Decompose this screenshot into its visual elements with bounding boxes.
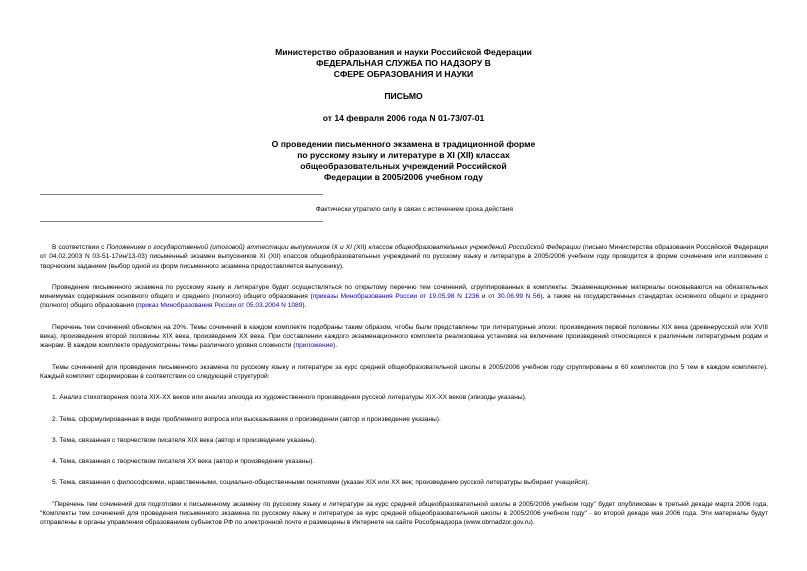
p2-text-c: ), а также на государственных стандартах основного общего и среднего (полного) общего образования ( [40, 293, 768, 310]
list-item-5: 5. Тема, связанная с философскими, нравственными, социально-общественными понятиями (указан XIX или XX век; произведение русской литературы выбирает учащийся). [52, 479, 590, 487]
paragraph-1 [40, 243, 768, 271]
service-name-line2: СФЕРЕ ОБРАЗОВАНИЯ И НАУКИ [333, 69, 474, 79]
order-link-1089[interactable]: приказ Минобразования России от 05.03.2004 N 1089 [137, 302, 303, 310]
document-type: ПИСЬМО [384, 91, 423, 101]
order-link-56[interactable]: от 30.06.99 N 56 [488, 293, 541, 301]
list-item-3: 3. Тема, связанная с творчеством писателя XIX века (автор и произведение указаны). [52, 436, 317, 444]
p1-text-a: В соответствии с [52, 244, 107, 251]
paragraph-4: Темы сочинений для проведения письменного экзамена по русскому языку и литературе за курс средней общеобразовательной школы в 2005/2006 учебном году сгруппированы в 60 комплектов (по 5 тем в каждом комплекте). Каждый комплект сформирован в соответствии со следующей структурой: [40, 363, 768, 380]
list-item-4: 4. Тема, связанная с творчеством писателя XX века (автор и произведение указаны). [52, 458, 315, 466]
title-line2: по русскому языку и литературе в XI (XII) классах [297, 150, 510, 160]
p2-text-a: Проведение письменного экзамена по русскому языку и литературе будет осуществляться по открытому перечню тем сочинений, сгруппированных в комплекты. Экзаменационные материалы основываются на обязательных минимумах содержания основного общего и среднего (полного) общего образования ( [40, 283, 768, 301]
divider-top [40, 194, 323, 195]
p2-text-d: ). [302, 302, 307, 310]
paragraph-5: "Перечень тем сочинений для подготовки к письменному экзамену по русскому языку и литературе за курс средней общеобразовательной школы в 2005/2006 учебном году" будет опубликован в третьей декаде марта 2006 года, "Комплекты тем сочинений для проведения письменного экзамена по русскому языку и литературе за курс средней общеобразовательной школы в 2005/2006 учебном году" - во второй декаде мая 2006 года. Эти материалы будут отправлены в органы управления образованием субъектов РФ по электронной почте и размещены в Интернете на сайте Рособрнадзора (www.obrnadzor.gov.ru). [40, 500, 768, 527]
document-title [0, 139, 807, 183]
title-line3: общеобразовательных учреждений Российской [300, 161, 507, 171]
list-item-1: 1. Анализ стихотворения поэта XIX-XX веков или анализ эпизода из художественного произведения русской литературы XIX-XX веков (эпизоды указаны). [52, 394, 527, 402]
status-note: Фактически утратило силу в связи с истечением срока действия [315, 206, 513, 213]
paragraph-3 [40, 323, 768, 351]
title-line1: О проведении письменного экзамена в традиционной форме [271, 139, 536, 149]
appendix-link[interactable]: приложение [295, 342, 334, 350]
p3-text-a: Перечень тем сочинений обновлен на 20%. Темы сочинений в каждом комплекте подобраны таким образом, чтобы были представлены три литературные эпохи: произведения первой половины XIX века (древнерусской или XVIII века), произведения второй половины XIX века, произведения XX века. При составлении каждого экзаменационного комплекта реализована установка на включение произведений относящихся к различным литературным родам и жанрам. В каждом комплекте предусмотрены темы различного уровня сложности ( [40, 323, 768, 350]
service-name-line1: ФЕДЕРАЛЬНАЯ СЛУЖБА ПО НАДЗОРУ В [316, 58, 491, 68]
order-link-1236[interactable]: приказы Минобразования России от 19.05.98 N 1236 [312, 293, 480, 301]
regulation-reference: Положением о государственной (итоговой) аттестации выпускников IX и XI (XII) классов общеобразовательных учреждений Российской Федерации [106, 244, 581, 251]
p1-text-b: (письмо Министерства образования Российской Федерации от 04.02.2003 N 03-51-17ин/13-03) письменный экзамен выпускников XI (XII) классов общеобразовательных учреждений по русскому языку и литературе в 2005/2006 учебном году проводится в форме сочинения или изложения с творческим заданием (выбор одной из форм письменного экзамена предоставляется выпускнику). [40, 244, 769, 270]
divider-bottom [40, 221, 323, 222]
document-header [0, 47, 807, 183]
p3-text-b: ). [333, 342, 338, 350]
p2-text-b: и [479, 293, 489, 301]
ministry-name: Министерство образования и науки Российской Федерации [275, 47, 532, 57]
document-date-number: от 14 февраля 2006 года N 01-73/07-01 [322, 113, 485, 123]
document-body [40, 243, 768, 540]
paragraph-2 [40, 283, 768, 311]
list-item-2: 2. Тема, сформулированная в виде проблемного вопроса или высказывания о произведении (автор и произведение указаны). [52, 415, 441, 423]
title-line4: Федерации в 2005/2006 учебном году [323, 172, 484, 182]
